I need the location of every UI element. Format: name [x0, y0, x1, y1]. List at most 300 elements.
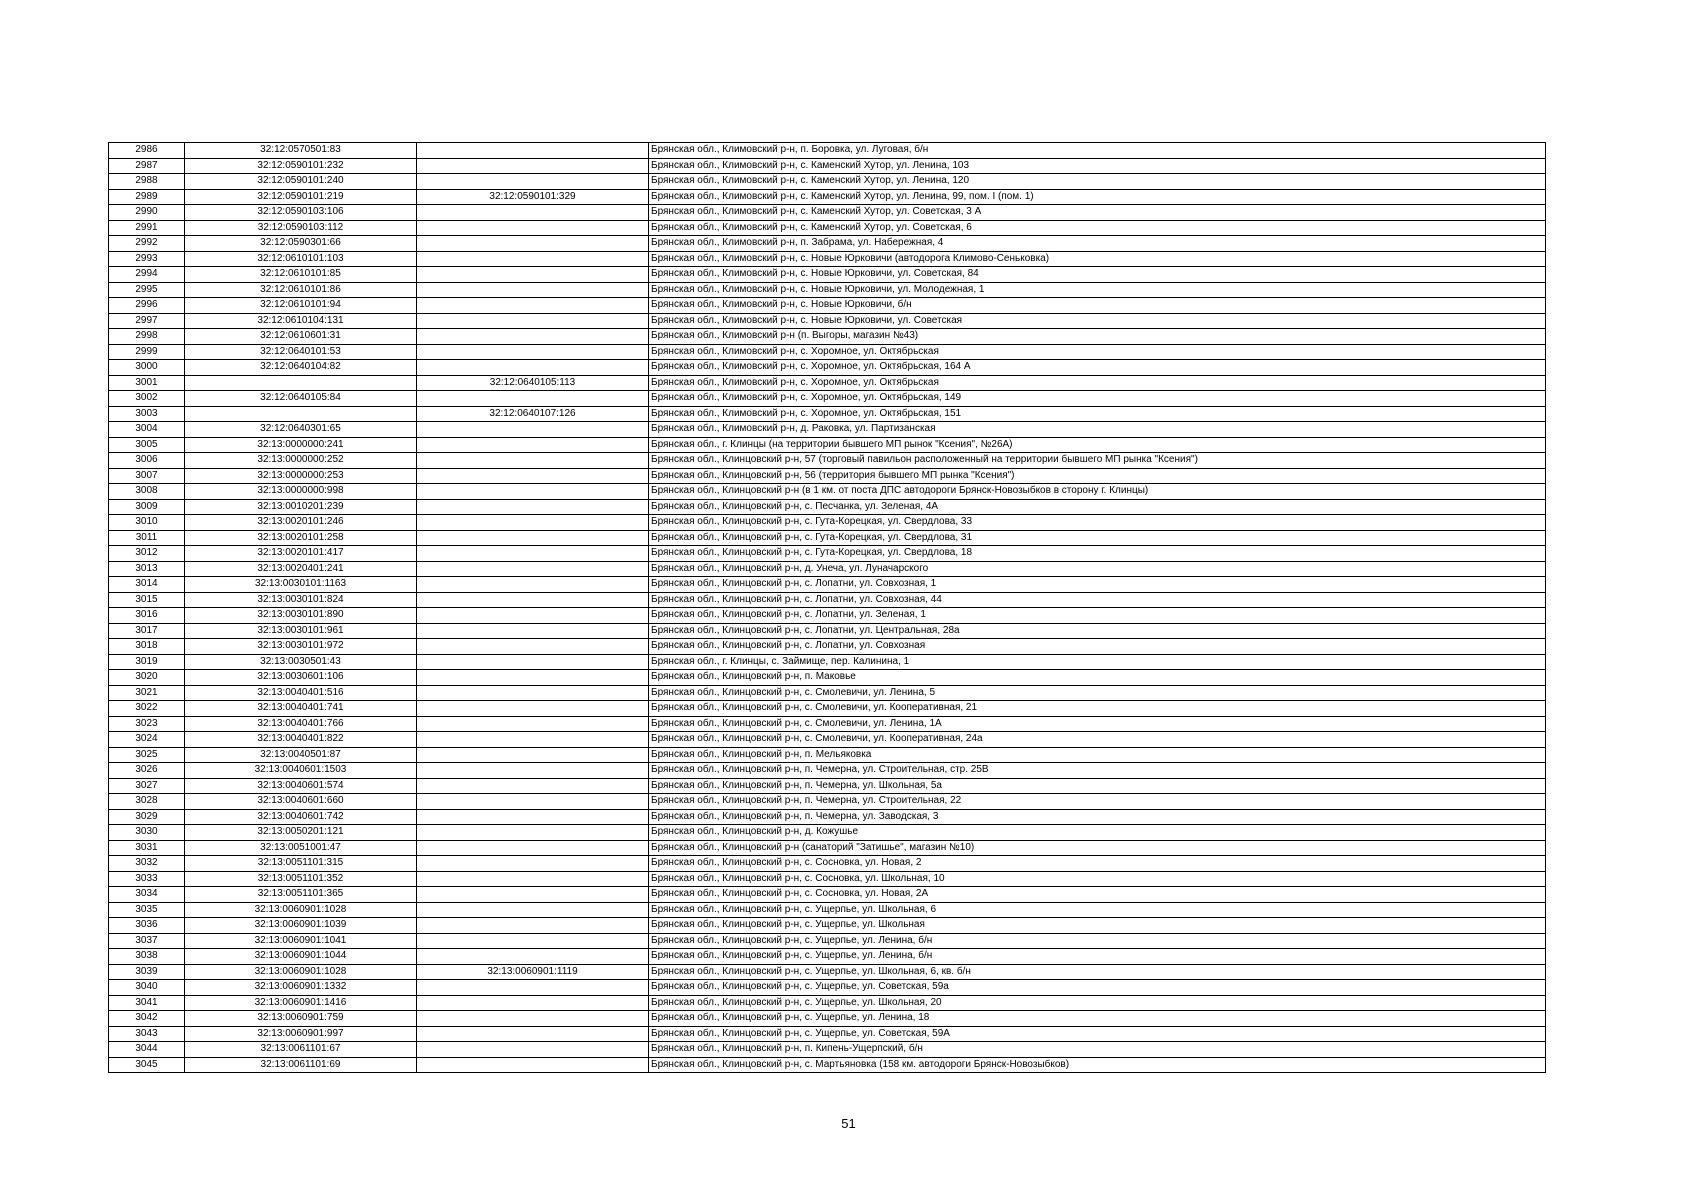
- table-row: [109, 701, 1546, 717]
- premises-cadastral-number-cell: [417, 205, 649, 221]
- table-row: [109, 267, 1546, 283]
- table-row: [109, 763, 1546, 779]
- table-row: [109, 561, 1546, 577]
- address-cell: Брянская обл., Клинцовский р-н, д. Кожушье: [649, 825, 1546, 841]
- premises-cadastral-number-cell: [417, 592, 649, 608]
- row-number-cell: 2992: [109, 236, 185, 252]
- cadastral-number-cell: 32:12:0590103:112: [185, 220, 417, 236]
- address-cell: Брянская обл., Клинцовский р-н, с. Ущерпье, ул. Школьная, 20: [649, 995, 1546, 1011]
- cadastral-number-cell: [185, 406, 417, 422]
- table-row: [109, 437, 1546, 453]
- row-number-cell: 3026: [109, 763, 185, 779]
- table-row: [109, 220, 1546, 236]
- address-cell: Брянская обл., Клинцовский р-н, с. Мартьяновка (158 км. автодороги Брянск-Новозыбков): [649, 1057, 1546, 1073]
- address-cell: Брянская обл., Клинцовский р-н, д. Унеча, ул. Луначарского: [649, 561, 1546, 577]
- table-row: [109, 484, 1546, 500]
- cadastral-number-cell: 32:12:0570501:83: [185, 143, 417, 159]
- table-row: [109, 809, 1546, 825]
- premises-cadastral-number-cell: [417, 546, 649, 562]
- row-number-cell: 2986: [109, 143, 185, 159]
- row-number-cell: 2996: [109, 298, 185, 314]
- premises-cadastral-number-cell: [417, 918, 649, 934]
- premises-cadastral-number-cell: [417, 639, 649, 655]
- address-cell: Брянская обл., Клинцовский р-н, с. Ущерпье, ул. Школьная: [649, 918, 1546, 934]
- address-cell: Брянская обл., Климовский р-н, с. Хоромное, ул. Октябрьская, 149: [649, 391, 1546, 407]
- address-cell: Брянская обл., Климовский р-н, с. Каменский Хутор, ул. Советская, 3 А: [649, 205, 1546, 221]
- table-row: [109, 623, 1546, 639]
- cadastral-number-cell: 32:13:0051101:365: [185, 887, 417, 903]
- premises-cadastral-number-cell: [417, 391, 649, 407]
- address-cell: Брянская обл., Климовский р-н, с. Хоромное, ул. Октябрьская, 164 А: [649, 360, 1546, 376]
- address-cell: Брянская обл., Климовский р-н, с. Хоромное, ул. Октябрьская: [649, 375, 1546, 391]
- table-row: [109, 468, 1546, 484]
- premises-cadastral-number-cell: [417, 794, 649, 810]
- cadastral-number-cell: 32:13:0060901:1332: [185, 980, 417, 996]
- address-cell: Брянская обл., Климовский р-н, с. Каменский Хутор, ул. Ленина, 99, пом. I (пом. 1): [649, 189, 1546, 205]
- premises-cadastral-number-cell: [417, 623, 649, 639]
- premises-cadastral-number-cell: [417, 840, 649, 856]
- premises-cadastral-number-cell: [417, 716, 649, 732]
- row-number-cell: 3000: [109, 360, 185, 376]
- table-row: [109, 964, 1546, 980]
- cadastral-number-cell: 32:13:0000000:241: [185, 437, 417, 453]
- premises-cadastral-number-cell: [417, 267, 649, 283]
- table-row: [109, 546, 1546, 562]
- premises-cadastral-number-cell: [417, 298, 649, 314]
- address-cell: Брянская обл., Клинцовский р-н, с. Ущерпье, ул. Ленина, б/н: [649, 949, 1546, 965]
- address-cell: Брянская обл., Клинцовский р-н, с. Ущерпье, ул. Ленина, 18: [649, 1011, 1546, 1027]
- address-cell: Брянская обл., Клинцовский р-н, п. Чемерна, ул. Заводская, 3: [649, 809, 1546, 825]
- address-cell: Брянская обл., г. Клинцы (на территории бывшего МП рынок "Ксения", №26А): [649, 437, 1546, 453]
- row-number-cell: 3019: [109, 654, 185, 670]
- cadastral-number-cell: 32:13:0020101:246: [185, 515, 417, 531]
- address-cell: Брянская обл., Климовский р-н, п. Боровка, ул. Луговая, б/н: [649, 143, 1546, 159]
- address-cell: Брянская обл., Климовский р-н, с. Каменский Хутор, ул. Ленина, 103: [649, 158, 1546, 174]
- table-row: [109, 840, 1546, 856]
- address-cell: Брянская обл., Клинцовский р-н, с. Сосновка, ул. Новая, 2: [649, 856, 1546, 872]
- premises-cadastral-number-cell: [417, 980, 649, 996]
- row-number-cell: 3021: [109, 685, 185, 701]
- address-cell: Брянская обл., Клинцовский р-н, с. Гута-Корецкая, ул. Свердлова, 18: [649, 546, 1546, 562]
- table-row: [109, 902, 1546, 918]
- row-number-cell: 3034: [109, 887, 185, 903]
- address-cell: Брянская обл., Клинцовский р-н, с. Ущерпье, ул. Школьная, 6, кв. б/н: [649, 964, 1546, 980]
- cadastral-number-cell: 32:12:0610101:94: [185, 298, 417, 314]
- premises-cadastral-number-cell: [417, 484, 649, 500]
- row-number-cell: 3044: [109, 1042, 185, 1058]
- row-number-cell: 3025: [109, 747, 185, 763]
- table-row: [109, 282, 1546, 298]
- address-cell: Брянская обл., г. Клинцы, с. Займище, пер. Калинина, 1: [649, 654, 1546, 670]
- address-cell: Брянская обл., Климовский р-н, п. Забрама, ул. Набережная, 4: [649, 236, 1546, 252]
- address-cell: Брянская обл., Клинцовский р-н, п. Маковье: [649, 670, 1546, 686]
- address-cell: Брянская обл., Клинцовский р-н, с. Песчанка, ул. Зеленая, 4А: [649, 499, 1546, 515]
- premises-cadastral-number-cell: [417, 654, 649, 670]
- address-cell: Брянская обл., Климовский р-н, д. Раковка, ул. Партизанская: [649, 422, 1546, 438]
- premises-cadastral-number-cell: [417, 313, 649, 329]
- table-row: [109, 143, 1546, 159]
- premises-cadastral-number-cell: [417, 856, 649, 872]
- premises-cadastral-number-cell: [417, 530, 649, 546]
- address-cell: Брянская обл., Клинцовский р-н, с. Смолевичи, ул. Ленина, 5: [649, 685, 1546, 701]
- row-number-cell: 3008: [109, 484, 185, 500]
- cadastral-number-cell: 32:13:0000000:252: [185, 453, 417, 469]
- cadastral-number-cell: 32:13:0040401:822: [185, 732, 417, 748]
- table-row: [109, 422, 1546, 438]
- row-number-cell: 3009: [109, 499, 185, 515]
- cadastral-number-cell: 32:13:0030101:824: [185, 592, 417, 608]
- cadastral-number-cell: 32:12:0610101:85: [185, 267, 417, 283]
- premises-cadastral-number-cell: 32:12:0640107:126: [417, 406, 649, 422]
- premises-cadastral-number-cell: [417, 747, 649, 763]
- table-row: [109, 980, 1546, 996]
- row-number-cell: 2990: [109, 205, 185, 221]
- table-row: [109, 995, 1546, 1011]
- address-cell: Брянская обл., Климовский р-н, с. Новые Юрковичи (автодорога Климово-Сеньковка): [649, 251, 1546, 267]
- address-cell: Брянская обл., Клинцовский р-н, 56 (территория бывшего МП рынка "Ксения"): [649, 468, 1546, 484]
- table-row: [109, 716, 1546, 732]
- cadastral-number-cell: 32:13:0060901:1416: [185, 995, 417, 1011]
- cadastral-number-cell: 32:13:0040601:1503: [185, 763, 417, 779]
- cadastral-number-cell: 32:12:0590301:66: [185, 236, 417, 252]
- row-number-cell: 3043: [109, 1026, 185, 1042]
- premises-cadastral-number-cell: [417, 499, 649, 515]
- cadastral-number-cell: 32:13:0030101:972: [185, 639, 417, 655]
- cadastral-number-cell: 32:13:0040401:516: [185, 685, 417, 701]
- table-row: [109, 174, 1546, 190]
- cadastral-number-cell: 32:13:0020101:417: [185, 546, 417, 562]
- row-number-cell: 3003: [109, 406, 185, 422]
- table-row: [109, 825, 1546, 841]
- premises-cadastral-number-cell: [417, 825, 649, 841]
- row-number-cell: 3038: [109, 949, 185, 965]
- premises-cadastral-number-cell: [417, 329, 649, 345]
- address-cell: Брянская обл., Клинцовский р-н (санаторий "Затишье", магазин №10): [649, 840, 1546, 856]
- address-cell: Брянская обл., Клинцовский р-н (в 1 км. от поста ДПС автодороги Брянск-Новозыбков в сторону г. Клинцы): [649, 484, 1546, 500]
- address-cell: Брянская обл., Клинцовский р-н, п. Чемерна, ул. Школьная, 5а: [649, 778, 1546, 794]
- table-row: [109, 778, 1546, 794]
- row-number-cell: 3035: [109, 902, 185, 918]
- table-row: [109, 251, 1546, 267]
- address-cell: Брянская обл., Клинцовский р-н, п. Чемерна, ул. Строительная, 22: [649, 794, 1546, 810]
- cadastral-number-cell: 32:12:0610101:86: [185, 282, 417, 298]
- premises-cadastral-number-cell: [417, 515, 649, 531]
- row-number-cell: 3001: [109, 375, 185, 391]
- cadastral-number-cell: 32:12:0610104:131: [185, 313, 417, 329]
- premises-cadastral-number-cell: [417, 933, 649, 949]
- address-cell: Брянская обл., Клинцовский р-н, с. Ущерпье, ул. Школьная, 6: [649, 902, 1546, 918]
- table-row: [109, 887, 1546, 903]
- premises-cadastral-number-cell: [417, 949, 649, 965]
- row-number-cell: 3028: [109, 794, 185, 810]
- cadastral-number-cell: 32:13:0020401:241: [185, 561, 417, 577]
- cadastral-number-cell: 32:13:0030101:890: [185, 608, 417, 624]
- address-cell: Брянская обл., Климовский р-н, с. Каменский Хутор, ул. Советская, 6: [649, 220, 1546, 236]
- cadastral-number-cell: 32:12:0590101:219: [185, 189, 417, 205]
- premises-cadastral-number-cell: [417, 174, 649, 190]
- table-row: [109, 515, 1546, 531]
- table-row: [109, 453, 1546, 469]
- table-row: [109, 189, 1546, 205]
- page-number: 51: [841, 1116, 856, 1131]
- premises-cadastral-number-cell: [417, 344, 649, 360]
- premises-cadastral-number-cell: [417, 732, 649, 748]
- address-cell: Брянская обл., Климовский р-н, с. Новые Юрковичи, ул. Советская: [649, 313, 1546, 329]
- row-number-cell: 2988: [109, 174, 185, 190]
- cadastral-number-cell: 32:13:0000000:998: [185, 484, 417, 500]
- row-number-cell: 3040: [109, 980, 185, 996]
- row-number-cell: 3036: [109, 918, 185, 934]
- row-number-cell: 3022: [109, 701, 185, 717]
- premises-cadastral-number-cell: [417, 701, 649, 717]
- cadastral-number-cell: 32:13:0040401:741: [185, 701, 417, 717]
- row-number-cell: 3010: [109, 515, 185, 531]
- table-row: [109, 608, 1546, 624]
- row-number-cell: 3018: [109, 639, 185, 655]
- cadastral-number-cell: 32:12:0610101:103: [185, 251, 417, 267]
- cadastral-number-cell: 32:13:0060901:1039: [185, 918, 417, 934]
- premises-cadastral-number-cell: [417, 360, 649, 376]
- cadastral-number-cell: 32:12:0610601:31: [185, 329, 417, 345]
- cadastral-number-cell: 32:12:0640101:53: [185, 344, 417, 360]
- table-row: [109, 732, 1546, 748]
- address-cell: Брянская обл., Клинцовский р-н, с. Гута-Корецкая, ул. Свердлова, 33: [649, 515, 1546, 531]
- row-number-cell: 3007: [109, 468, 185, 484]
- premises-cadastral-number-cell: [417, 220, 649, 236]
- address-cell: Брянская обл., Клинцовский р-н, с. Лопатни, ул. Совхозная: [649, 639, 1546, 655]
- row-number-cell: 3024: [109, 732, 185, 748]
- table-row: [109, 499, 1546, 515]
- cadastral-number-cell: 32:13:0061101:69: [185, 1057, 417, 1073]
- table-row: [109, 313, 1546, 329]
- premises-cadastral-number-cell: [417, 1042, 649, 1058]
- premises-cadastral-number-cell: [417, 1011, 649, 1027]
- table-row: [109, 933, 1546, 949]
- address-cell: Брянская обл., Клинцовский р-н, п. Мельяковка: [649, 747, 1546, 763]
- row-number-cell: 3027: [109, 778, 185, 794]
- row-number-cell: 3030: [109, 825, 185, 841]
- premises-cadastral-number-cell: [417, 577, 649, 593]
- cadastral-number-cell: 32:13:0060901:759: [185, 1011, 417, 1027]
- address-cell: Брянская обл., Клинцовский р-н, с. Смолевичи, ул. Ленина, 1А: [649, 716, 1546, 732]
- address-cell: Брянская обл., Клинцовский р-н, с. Лопатни, ул. Совхозная, 1: [649, 577, 1546, 593]
- cadastral-number-cell: 32:13:0000000:253: [185, 468, 417, 484]
- premises-cadastral-number-cell: [417, 995, 649, 1011]
- address-cell: Брянская обл., Клинцовский р-н, с. Лопатни, ул. Совхозная, 44: [649, 592, 1546, 608]
- premises-cadastral-number-cell: [417, 902, 649, 918]
- table-row: [109, 391, 1546, 407]
- premises-cadastral-number-cell: 32:12:0640105:113: [417, 375, 649, 391]
- premises-cadastral-number-cell: [417, 236, 649, 252]
- premises-cadastral-number-cell: [417, 437, 649, 453]
- cadastral-number-cell: 32:13:0051001:47: [185, 840, 417, 856]
- row-number-cell: 2994: [109, 267, 185, 283]
- cadastral-number-cell: 32:12:0590101:240: [185, 174, 417, 190]
- table-row: [109, 158, 1546, 174]
- row-number-cell: 2995: [109, 282, 185, 298]
- table-row: [109, 236, 1546, 252]
- row-number-cell: 3032: [109, 856, 185, 872]
- table-row: [109, 1057, 1546, 1073]
- row-number-cell: 3020: [109, 670, 185, 686]
- premises-cadastral-number-cell: [417, 422, 649, 438]
- property-table-body: [109, 143, 1546, 1073]
- cadastral-number-cell: 32:13:0051101:352: [185, 871, 417, 887]
- property-table: [108, 142, 1546, 1073]
- row-number-cell: 3004: [109, 422, 185, 438]
- address-cell: Брянская обл., Клинцовский р-н, с. Сосновка, ул. Новая, 2А: [649, 887, 1546, 903]
- cadastral-number-cell: 32:12:0640105:84: [185, 391, 417, 407]
- table-row: [109, 298, 1546, 314]
- row-number-cell: 3005: [109, 437, 185, 453]
- table-row: [109, 360, 1546, 376]
- premises-cadastral-number-cell: 32:12:0590101:329: [417, 189, 649, 205]
- row-number-cell: 3012: [109, 546, 185, 562]
- address-cell: Брянская обл., Климовский р-н, с. Новые Юрковичи, ул. Советская, 84: [649, 267, 1546, 283]
- row-number-cell: 3014: [109, 577, 185, 593]
- cadastral-number-cell: 32:13:0020101:258: [185, 530, 417, 546]
- address-cell: Брянская обл., Климовский р-н, с. Новые Юрковичи, ул. Молодежная, 1: [649, 282, 1546, 298]
- cadastral-number-cell: 32:13:0030101:1163: [185, 577, 417, 593]
- row-number-cell: 3037: [109, 933, 185, 949]
- address-cell: Брянская обл., Клинцовский р-н, с. Лопатни, ул. Центральная, 28а: [649, 623, 1546, 639]
- cadastral-number-cell: 32:13:0060901:1044: [185, 949, 417, 965]
- table-row: [109, 918, 1546, 934]
- row-number-cell: 3029: [109, 809, 185, 825]
- table-row: [109, 344, 1546, 360]
- table-row: [109, 375, 1546, 391]
- cadastral-number-cell: 32:13:0030601:106: [185, 670, 417, 686]
- row-number-cell: 3017: [109, 623, 185, 639]
- address-cell: Брянская обл., Климовский р-н (п. Выгоры, магазин №43): [649, 329, 1546, 345]
- premises-cadastral-number-cell: [417, 871, 649, 887]
- premises-cadastral-number-cell: [417, 608, 649, 624]
- cadastral-number-cell: 32:13:0010201:239: [185, 499, 417, 515]
- premises-cadastral-number-cell: [417, 561, 649, 577]
- address-cell: Брянская обл., Клинцовский р-н, с. Сосновка, ул. Школьная, 10: [649, 871, 1546, 887]
- cadastral-number-cell: 32:12:0640104:82: [185, 360, 417, 376]
- premises-cadastral-number-cell: [417, 887, 649, 903]
- address-cell: Брянская обл., Клинцовский р-н, с. Гута-Корецкая, ул. Свердлова, 31: [649, 530, 1546, 546]
- address-cell: Брянская обл., Клинцовский р-н, с. Ущерпье, ул. Советская, 59А: [649, 1026, 1546, 1042]
- table-row: [109, 794, 1546, 810]
- cadastral-number-cell: 32:13:0051101:315: [185, 856, 417, 872]
- table-row: [109, 871, 1546, 887]
- cadastral-number-cell: 32:12:0590103:106: [185, 205, 417, 221]
- cadastral-number-cell: 32:12:0590101:232: [185, 158, 417, 174]
- row-number-cell: 2998: [109, 329, 185, 345]
- cadastral-number-cell: 32:13:0060901:1028: [185, 902, 417, 918]
- row-number-cell: 3039: [109, 964, 185, 980]
- premises-cadastral-number-cell: [417, 453, 649, 469]
- row-number-cell: 3041: [109, 995, 185, 1011]
- premises-cadastral-number-cell: [417, 282, 649, 298]
- premises-cadastral-number-cell: [417, 468, 649, 484]
- premises-cadastral-number-cell: [417, 143, 649, 159]
- row-number-cell: 2997: [109, 313, 185, 329]
- cadastral-number-cell: 32:13:0061101:67: [185, 1042, 417, 1058]
- premises-cadastral-number-cell: [417, 763, 649, 779]
- premises-cadastral-number-cell: [417, 1057, 649, 1073]
- address-cell: Брянская обл., Климовский р-н, с. Хоромное, ул. Октябрьская: [649, 344, 1546, 360]
- cadastral-number-cell: 32:13:0060901:997: [185, 1026, 417, 1042]
- premises-cadastral-number-cell: 32:13:0060901:1119: [417, 964, 649, 980]
- cadastral-number-cell: 32:13:0050201:121: [185, 825, 417, 841]
- address-cell: Брянская обл., Клинцовский р-н, с. Смолевичи, ул. Кооперативная, 24а: [649, 732, 1546, 748]
- cadastral-number-cell: 32:13:0030101:961: [185, 623, 417, 639]
- row-number-cell: 3045: [109, 1057, 185, 1073]
- cadastral-number-cell: 32:13:0040601:660: [185, 794, 417, 810]
- cadastral-number-cell: 32:13:0040401:766: [185, 716, 417, 732]
- row-number-cell: 2993: [109, 251, 185, 267]
- row-number-cell: 2989: [109, 189, 185, 205]
- address-cell: Брянская обл., Климовский р-н, с. Каменский Хутор, ул. Ленина, 120: [649, 174, 1546, 190]
- address-cell: Брянская обл., Клинцовский р-н, с. Ущерпье, ул. Ленина, б/н: [649, 933, 1546, 949]
- row-number-cell: 3013: [109, 561, 185, 577]
- row-number-cell: 3042: [109, 1011, 185, 1027]
- table-row: [109, 856, 1546, 872]
- table-row: [109, 530, 1546, 546]
- cadastral-number-cell: [185, 375, 417, 391]
- address-cell: Брянская обл., Клинцовский р-н, с. Смолевичи, ул. Кооперативная, 21: [649, 701, 1546, 717]
- row-number-cell: 2999: [109, 344, 185, 360]
- address-cell: Брянская обл., Климовский р-н, с. Хоромное, ул. Октябрьская, 151: [649, 406, 1546, 422]
- table-row: [109, 747, 1546, 763]
- table-row: [109, 685, 1546, 701]
- table-row: [109, 1011, 1546, 1027]
- address-cell: Брянская обл., Климовский р-н, с. Новые Юрковичи, б/н: [649, 298, 1546, 314]
- row-number-cell: 2987: [109, 158, 185, 174]
- premises-cadastral-number-cell: [417, 251, 649, 267]
- premises-cadastral-number-cell: [417, 685, 649, 701]
- table-row: [109, 949, 1546, 965]
- table-row: [109, 1042, 1546, 1058]
- address-cell: Брянская обл., Клинцовский р-н, п. Чемерна, ул. Строительная, стр. 25В: [649, 763, 1546, 779]
- table-row: [109, 670, 1546, 686]
- table-row: [109, 639, 1546, 655]
- cadastral-number-cell: 32:13:0040601:742: [185, 809, 417, 825]
- cadastral-number-cell: 32:13:0060901:1041: [185, 933, 417, 949]
- row-number-cell: 3031: [109, 840, 185, 856]
- row-number-cell: 2991: [109, 220, 185, 236]
- address-cell: Брянская обл., Клинцовский р-н, 57 (торговый павильон расположенный на территории бывшего МП рынка "Ксения"): [649, 453, 1546, 469]
- address-cell: Брянская обл., Клинцовский р-н, п. Кипень-Ущерпский, б/н: [649, 1042, 1546, 1058]
- cadastral-number-cell: 32:12:0640301:65: [185, 422, 417, 438]
- premises-cadastral-number-cell: [417, 670, 649, 686]
- cadastral-number-cell: 32:13:0060901:1028: [185, 964, 417, 980]
- table-row: [109, 654, 1546, 670]
- premises-cadastral-number-cell: [417, 778, 649, 794]
- table-row: [109, 577, 1546, 593]
- row-number-cell: 3011: [109, 530, 185, 546]
- table-row: [109, 1026, 1546, 1042]
- cadastral-number-cell: 32:13:0040601:574: [185, 778, 417, 794]
- table-row: [109, 592, 1546, 608]
- premises-cadastral-number-cell: [417, 158, 649, 174]
- row-number-cell: 3023: [109, 716, 185, 732]
- row-number-cell: 3016: [109, 608, 185, 624]
- table-row: [109, 329, 1546, 345]
- row-number-cell: 3033: [109, 871, 185, 887]
- address-cell: Брянская обл., Клинцовский р-н, с. Лопатни, ул. Зеленая, 1: [649, 608, 1546, 624]
- table-row: [109, 406, 1546, 422]
- table-row: [109, 205, 1546, 221]
- premises-cadastral-number-cell: [417, 809, 649, 825]
- address-cell: Брянская обл., Клинцовский р-н, с. Ущерпье, ул. Советская, 59а: [649, 980, 1546, 996]
- cadastral-number-cell: 32:13:0040501:87: [185, 747, 417, 763]
- row-number-cell: 3002: [109, 391, 185, 407]
- row-number-cell: 3006: [109, 453, 185, 469]
